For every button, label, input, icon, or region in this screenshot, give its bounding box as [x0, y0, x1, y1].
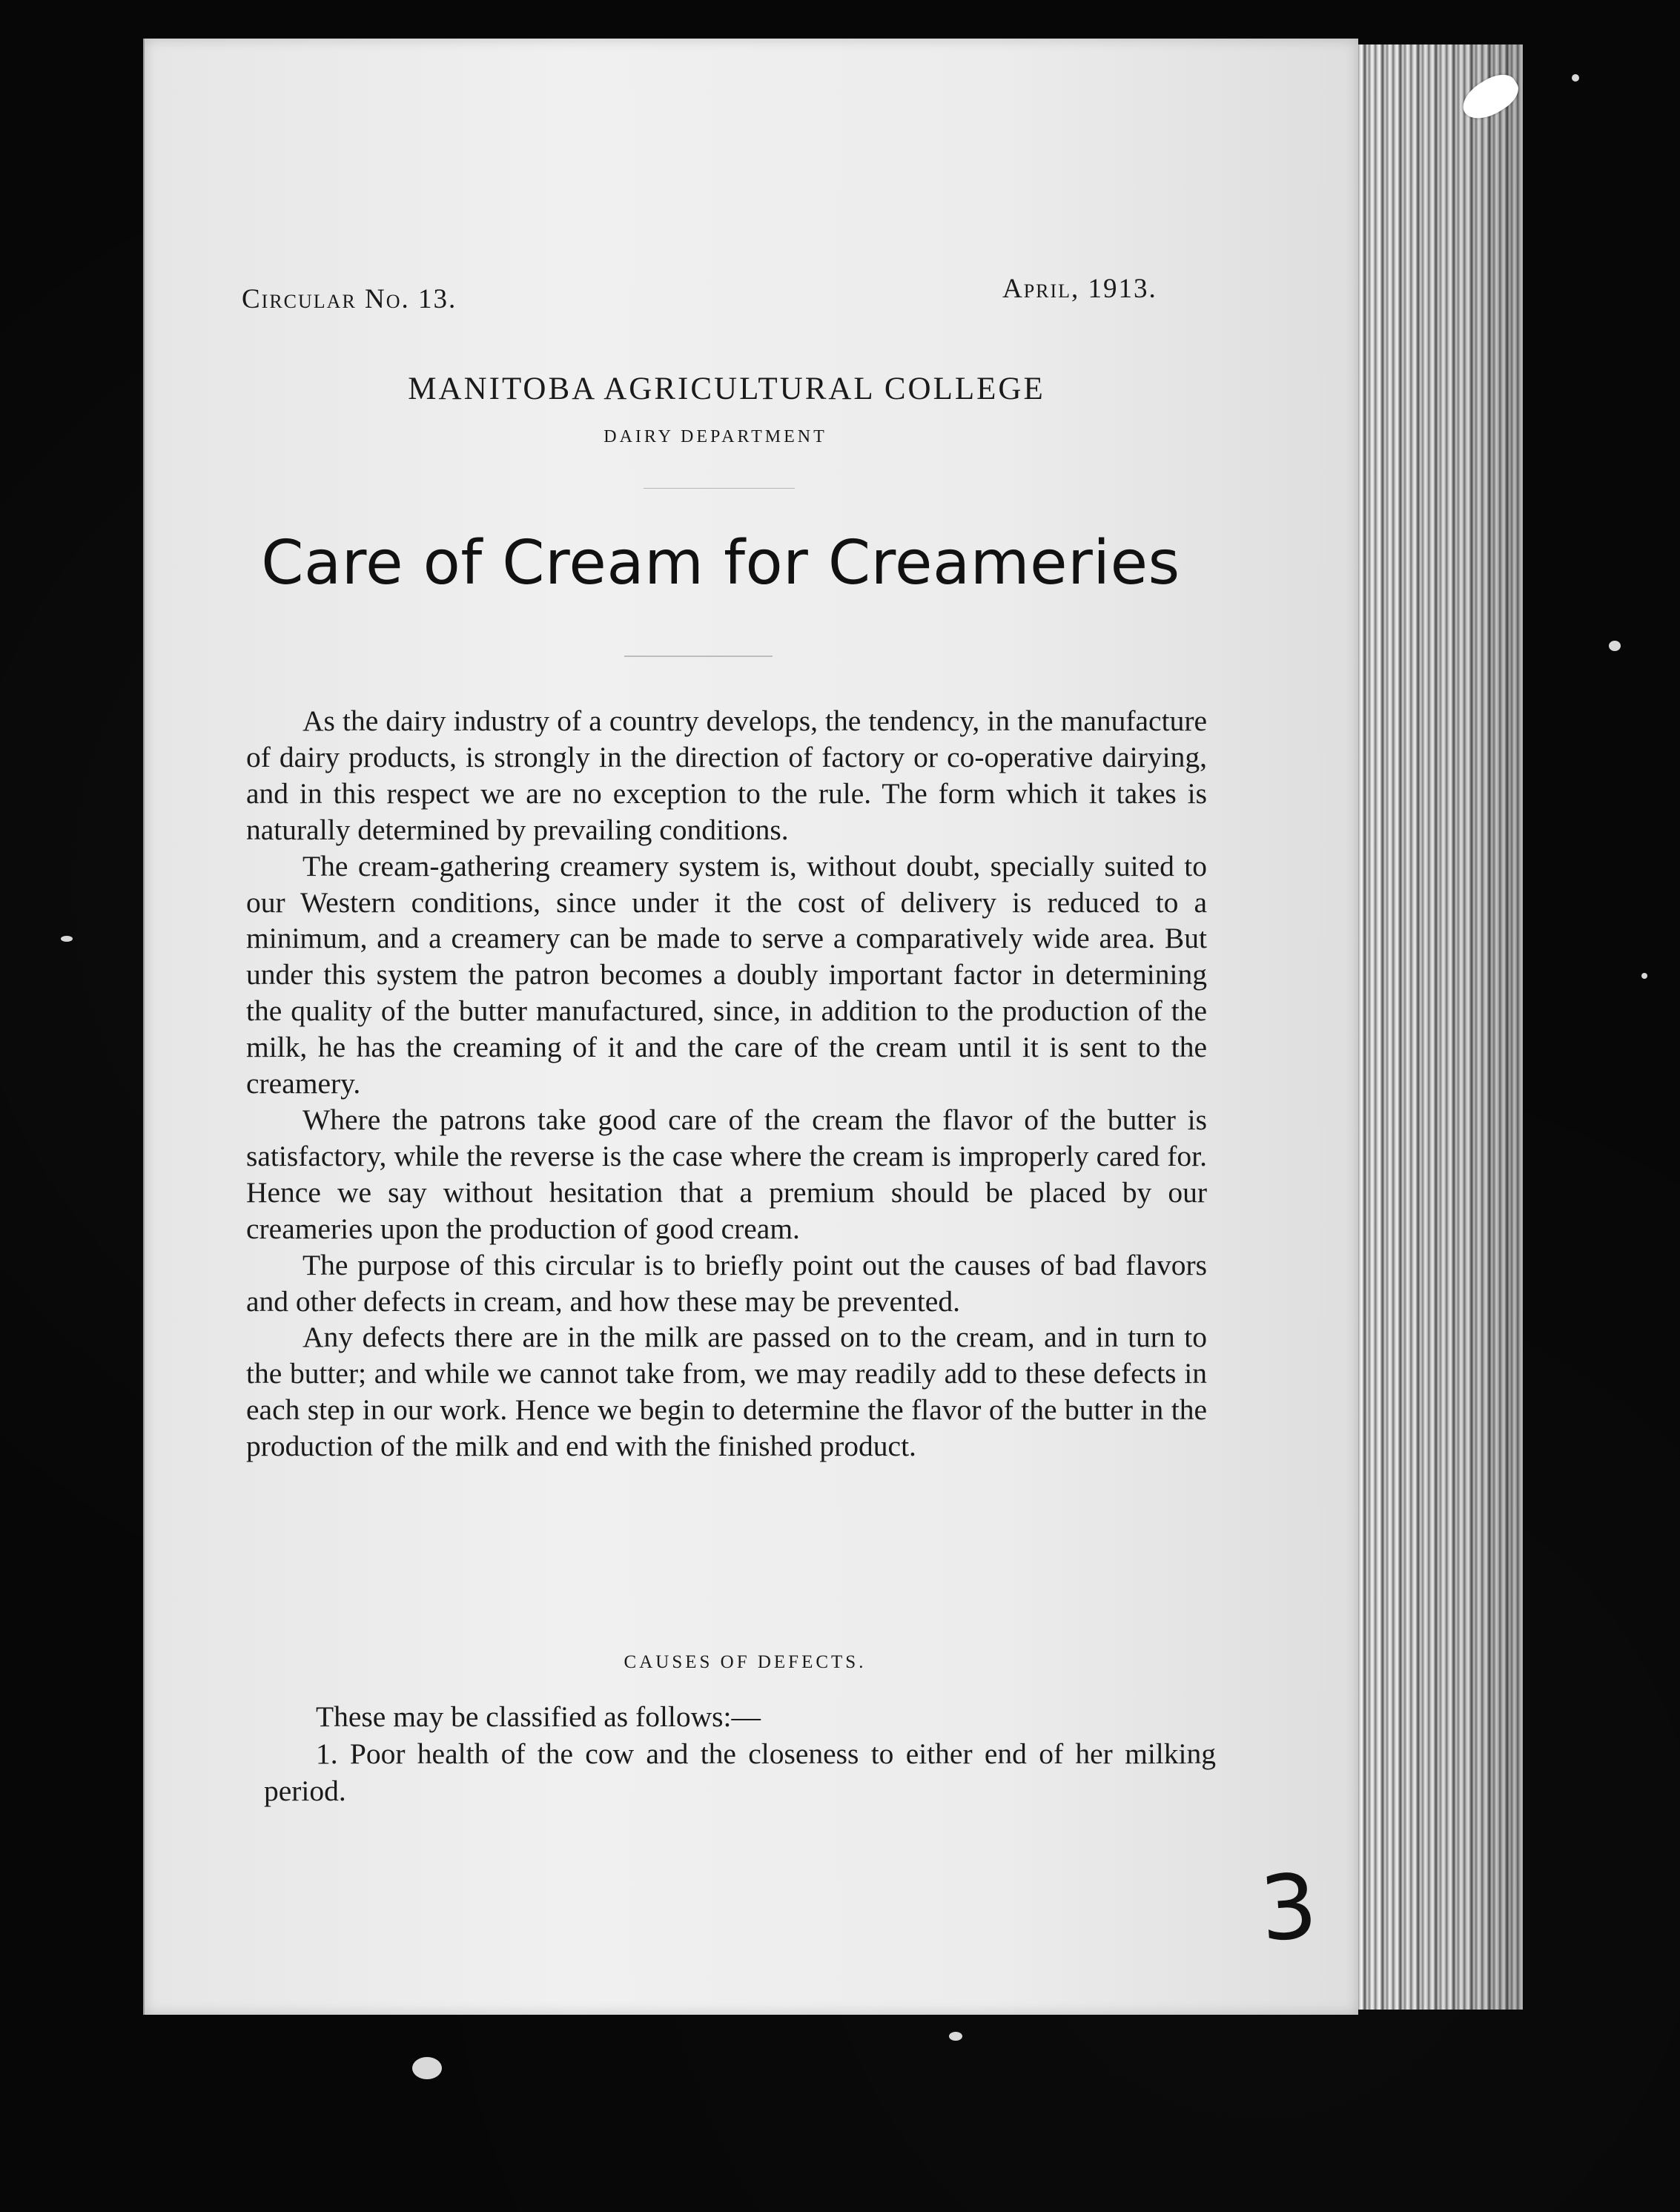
book-page-edges — [1354, 44, 1523, 2010]
scan-speck — [949, 2032, 962, 2041]
body-paragraph: Where the patrons take good care of the cream the flavor of the butter is satisfactory, while the reverse is the case where the cream is improperly cared for. Hence we say without hesitation that a premium should be placed by our creameries upon the production of good cream. — [246, 1103, 1207, 1245]
publication-date: April, 1913. — [1002, 274, 1157, 304]
circular-number: Circular No. 13. — [242, 284, 457, 314]
handwritten-page-number: 3 — [1257, 1855, 1321, 1962]
heading-divider-top — [644, 488, 795, 489]
heading-divider-bottom — [624, 656, 773, 657]
list-item: 1. Poor health of the cow and the closeness to either end of her milking period. — [264, 1737, 1216, 1807]
department-subheading: DAIRY DEPARTMENT — [603, 427, 827, 446]
body-paragraph: Any defects there are in the milk are passed on to the cream, and in turn to the butter; and while we cannot take from, we may readily add to these defects in each step in our work. Hence we begin to determine the flavor of the butter in the production of the milk and end with the finished product. — [246, 1321, 1207, 1463]
scan-speck — [412, 2057, 442, 2079]
scan-speck — [1572, 74, 1579, 82]
body-text — [246, 703, 1207, 1465]
section-heading: CAUSES OF DEFECTS. — [624, 1652, 867, 1672]
body-paragraph: As the dairy industry of a country develops, the tendency, in the manufacture of dairy products, is strongly in the direction of factory or co-operative dairying, and in this respect we are no exception to the rule. The form which it takes is naturally determined by prevailing conditions. — [246, 704, 1207, 846]
document-title: Care of Cream for Creameries — [261, 528, 1180, 598]
scan-speck — [1641, 973, 1647, 979]
list-intro: These may be classified as follows:— — [316, 1700, 761, 1733]
body-paragraph: The purpose of this circular is to briefly point out the causes of bad flavors and other defects in cream, and how these may be prevented. — [246, 1248, 1207, 1318]
institution-heading: MANITOBA AGRICULTURAL COLLEGE — [408, 372, 1045, 406]
scan-speck — [1609, 641, 1621, 651]
causes-list — [264, 1698, 1216, 1809]
scan-speck — [61, 936, 73, 942]
body-paragraph: The cream-gathering creamery system is, without doubt, specially suited to our Western conditions, since under it the cost of delivery is reduced to a minimum, and a creamery can be made to serve a comparatively wide area. But under this system the patron becomes a doubly important factor in determining the quality of the butter manufactured, since, in addition to the production of the milk, he has the creaming of it and the care of the cream until it is sent to the creamery. — [246, 849, 1207, 1100]
